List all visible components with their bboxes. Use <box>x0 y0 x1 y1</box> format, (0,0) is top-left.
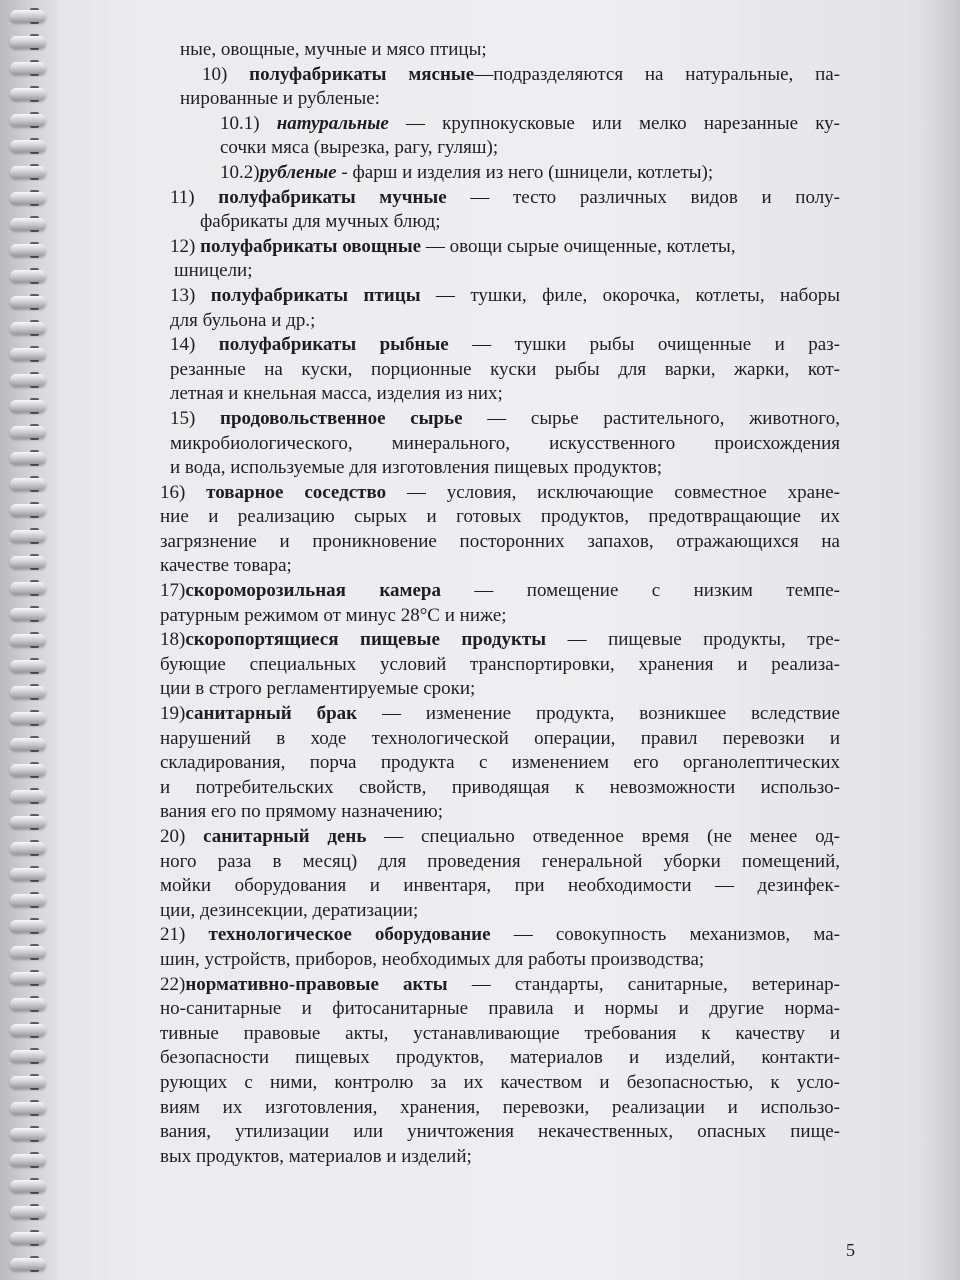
binding-ring <box>10 504 46 516</box>
text-line: фабрикаты для мучных блюд; <box>200 211 441 233</box>
text-line: вания, утилизации или уничтожения некачественных, опасных пище- <box>160 1121 840 1143</box>
text-line: 17)скороморозильная камера — помещение с низким темпе- <box>160 580 840 602</box>
binding-ring <box>10 1102 46 1114</box>
binding-ring <box>10 712 46 724</box>
text-line: ции, дезинсекции, дератизации; <box>160 899 419 921</box>
binding-ring <box>10 1050 46 1062</box>
text-line: 10.2)рубленые - фарш и изделия из него (шницели, котлеты); <box>220 161 714 183</box>
binding-ring <box>10 790 46 802</box>
binding-ring <box>10 972 46 984</box>
text-line: 21) технологическое оборудование — совокупность механизмов, ма- <box>160 924 841 946</box>
text-line: сочки мяса (вырезка, рагу, гуляш); <box>220 137 499 159</box>
binding-ring <box>10 738 46 750</box>
binding-ring <box>10 660 46 672</box>
binding-ring <box>10 114 46 126</box>
binding-ring <box>10 218 46 230</box>
text-line: 12) полуфабрикаты овощные — овощи сырые очищенные, котлеты, <box>170 235 736 257</box>
text-line: 10) полуфабрикаты мясные—подразделяются на натуральные, па- <box>202 63 841 85</box>
binding-ring <box>10 244 46 256</box>
text-line: нарушений в ходе технологической операции, правил перевозки и <box>160 727 840 749</box>
text-line: загрязнение и проникновение посторонних запахов, отражающихся на <box>160 530 840 552</box>
text-line: но-санитарные и фитосанитарные правила и нормы и другие норма- <box>160 998 840 1020</box>
binding-ring <box>10 400 46 412</box>
text-line: безопасности пищевых продуктов, материалов и изделий, контакти- <box>160 1047 840 1069</box>
binding-ring <box>10 296 46 308</box>
text-line: 13) полуфабрикаты птицы — тушки, филе, окорочка, котлеты, наборы <box>170 284 841 306</box>
binding-ring <box>10 686 46 698</box>
binding-ring <box>10 1232 46 1244</box>
binding-ring <box>10 426 46 438</box>
text-line: бующие специальных условий транспортировки, хранения и реализа- <box>160 653 840 675</box>
text-line: рующих с ними, контролю за их качеством и безопасностью, к усло- <box>160 1071 840 1093</box>
binding-ring <box>10 140 46 152</box>
text-line: и потребительских свойств, приводящая к невозможности использо- <box>160 776 840 798</box>
text-line: резанные на куски, порционные куски рыбы для варки, жарки, кот- <box>170 358 840 380</box>
binding-ring <box>10 842 46 854</box>
text-line: 20) санитарный день — специально отведенное время (не менее од- <box>160 826 841 847</box>
binding-ring <box>10 556 46 568</box>
binding-ring <box>10 530 46 542</box>
text-line: качестве товара; <box>160 555 292 577</box>
text-line: 22)нормативно-правовые акты — стандарты, санитарные, ветеринар- <box>160 973 840 995</box>
text-line: шницели; <box>174 260 253 282</box>
text-line: 19)санитарный брак — изменение продукта, возникшее вследствие <box>160 703 840 725</box>
binding-ring <box>10 816 46 828</box>
text-line: 18)скоропортящиеся пищевые продукты — пищевые продукты, тре- <box>160 629 841 651</box>
page-shadow <box>920 0 960 1280</box>
binding-ring <box>10 920 46 932</box>
text-line: виям их изготовления, хранения, перевозки, реализации и использо- <box>160 1096 840 1118</box>
text-line: складирования, порча продукта с изменением его органолептических <box>160 752 840 774</box>
text-line: 15) продовольственное сырье — сырье растительного, животного, <box>170 407 841 429</box>
text-line: 11) полуфабрикаты мучные — тесто различных видов и полу- <box>170 186 840 208</box>
binding-ring <box>10 348 46 360</box>
binding-ring <box>10 1076 46 1088</box>
binding-ring <box>10 1180 46 1192</box>
binding-ring <box>10 88 46 100</box>
binding-ring <box>10 634 46 646</box>
binding-ring <box>10 1128 46 1140</box>
text-line: летная и кнельная масса, изделия из них; <box>170 383 503 405</box>
text-line: ные, овощные, мучные и мясо птицы; <box>180 39 487 60</box>
text-line: вания его по прямому назначению; <box>160 801 443 823</box>
binding-ring <box>10 374 46 386</box>
binding-ring <box>10 322 46 334</box>
binding-ring <box>10 894 46 906</box>
text-line: и вода, используемые для изготовления пищевых продуктов; <box>170 457 663 479</box>
binding-ring <box>10 946 46 958</box>
binding-ring <box>10 1206 46 1218</box>
binding-ring <box>10 998 46 1010</box>
binding-ring <box>10 764 46 776</box>
binding-ring <box>10 1024 46 1036</box>
binding-ring <box>10 1154 46 1166</box>
binding-ring <box>10 868 46 880</box>
document-text <box>160 38 840 1169</box>
binding-ring <box>10 36 46 48</box>
binding-ring <box>10 1258 46 1270</box>
text-line: ного раза в месяц) для проведения генеральной уборки помещений, <box>160 850 840 872</box>
page-number: 5 <box>846 1240 855 1260</box>
spiral-binding <box>0 0 58 1280</box>
text-line: ции в строго регламентируемые сроки; <box>160 678 476 700</box>
binding-ring <box>10 62 46 74</box>
text-line: ние и реализацию сырых и готовых продуктов, предотвращающие их <box>160 506 840 528</box>
binding-ring <box>10 608 46 620</box>
text-line: тивные правовые акты, устанавливающие требования к качеству и <box>160 1022 840 1044</box>
text-line: вых продуктов, материалов и изделий; <box>160 1145 472 1167</box>
text-line: нированные и рубленые: <box>180 88 380 110</box>
binding-ring <box>10 582 46 594</box>
binding-ring <box>10 478 46 490</box>
text-line: микробиологического, минерального, искусственного происхождения <box>170 432 840 454</box>
text-line: для бульона и др.; <box>170 309 316 331</box>
text-line: 16) товарное соседство — условия, исключающие совместное хране- <box>160 481 841 503</box>
text-line: мойки оборудования и инвентаря, при необходимости — дезинфек- <box>160 875 840 897</box>
binding-ring <box>10 192 46 204</box>
text-line: 14) полуфабрикаты рыбные — тушки рыбы очищенные и раз- <box>170 334 840 356</box>
binding-ring <box>10 452 46 464</box>
binding-ring <box>10 270 46 282</box>
binding-ring <box>10 166 46 178</box>
text-line: ратурным режимом от минус 28°С и ниже; <box>160 604 507 626</box>
text-line: 10.1) натуральные — крупнокусковые или мелко нарезанные ку- <box>220 112 840 134</box>
binding-ring <box>10 10 46 22</box>
text-line: шин, устройств, приборов, необходимых для работы производства; <box>160 948 705 970</box>
